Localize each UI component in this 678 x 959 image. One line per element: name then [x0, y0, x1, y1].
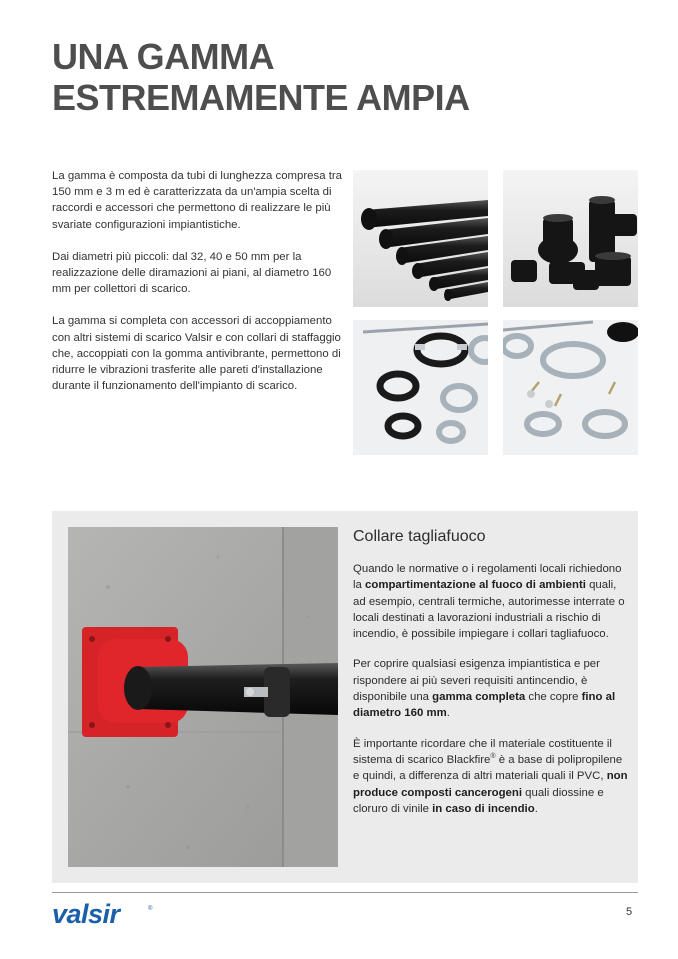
photo-fire-collar	[68, 527, 338, 867]
page-title	[52, 36, 652, 118]
intro-paragraph-2: Dai diametri più piccoli: dal 32, 40 e 50 mm per la realizzazione delle diramazioni ai piani, al diametro 160 mm per collettori di scarico.	[52, 250, 332, 296]
page-number: 5	[626, 906, 633, 918]
valsir-logo[interactable]	[52, 898, 162, 930]
title-line-2: ESTREMAMENTE AMPIA	[52, 77, 470, 118]
logo-wordmark: valsir	[52, 899, 120, 929]
panel-text	[353, 527, 629, 831]
intro-paragraph-1: La gamma è composta da tubi di lunghezza compresa tra 150 mm e 3 m ed è caratterizzata da un'ampia scelta di raccordi e accessori che permettono di realizzare le più svariate configurazioni impiantistiche.	[52, 170, 342, 231]
panel-paragraph-2: Per coprire qualsiasi esigenza impiantistica e per rispondere ai più severi requisiti antincendio, è disponibile una gamma completa che copre fino al diametro 160 mm.	[353, 658, 616, 720]
intro-text	[52, 168, 344, 410]
panel-paragraph-3: È importante ricordare che il materiale costituente il sistema di scarico Blackfire® è a base di polipropilene e quindi, a differenza di altri materiali quali il PVC, non produce composti cancerogeni quali diossine e cloruro di vinile in caso di incendio.	[353, 737, 628, 815]
fire-collar-panel	[52, 511, 638, 883]
panel-heading: Collare tagliafuoco	[353, 528, 486, 545]
footer-divider	[52, 892, 638, 893]
photo-metal-clamps	[503, 320, 638, 455]
logo-registered-mark: ®	[148, 906, 153, 912]
panel-paragraph-1: Quando le normative o i regolamenti locali richiedono la compartimentazione al fuoco di ambienti quali, ad esempio, centrali termiche, autorimesse interrate o locali destinati a lavorazioni industriali a rischio di incendio, è possibile impiegare i collari tagliafuoco.	[353, 563, 625, 641]
photo-fittings	[503, 170, 638, 307]
photo-clamps	[353, 320, 488, 455]
intro-paragraph-3: La gamma si completa con accessori di accoppiamento con altri sistemi di scarico Valsir e con collari di staffaggio che, accoppiati con la gomma antivibrante, permettono di ridurre le vibrazioni trasferite alle pareti d'installazione durante il funzionamento dell'impianto di scarico.	[52, 315, 341, 393]
title-line-1: UNA GAMMA	[52, 36, 275, 77]
photo-pipes	[353, 170, 488, 307]
